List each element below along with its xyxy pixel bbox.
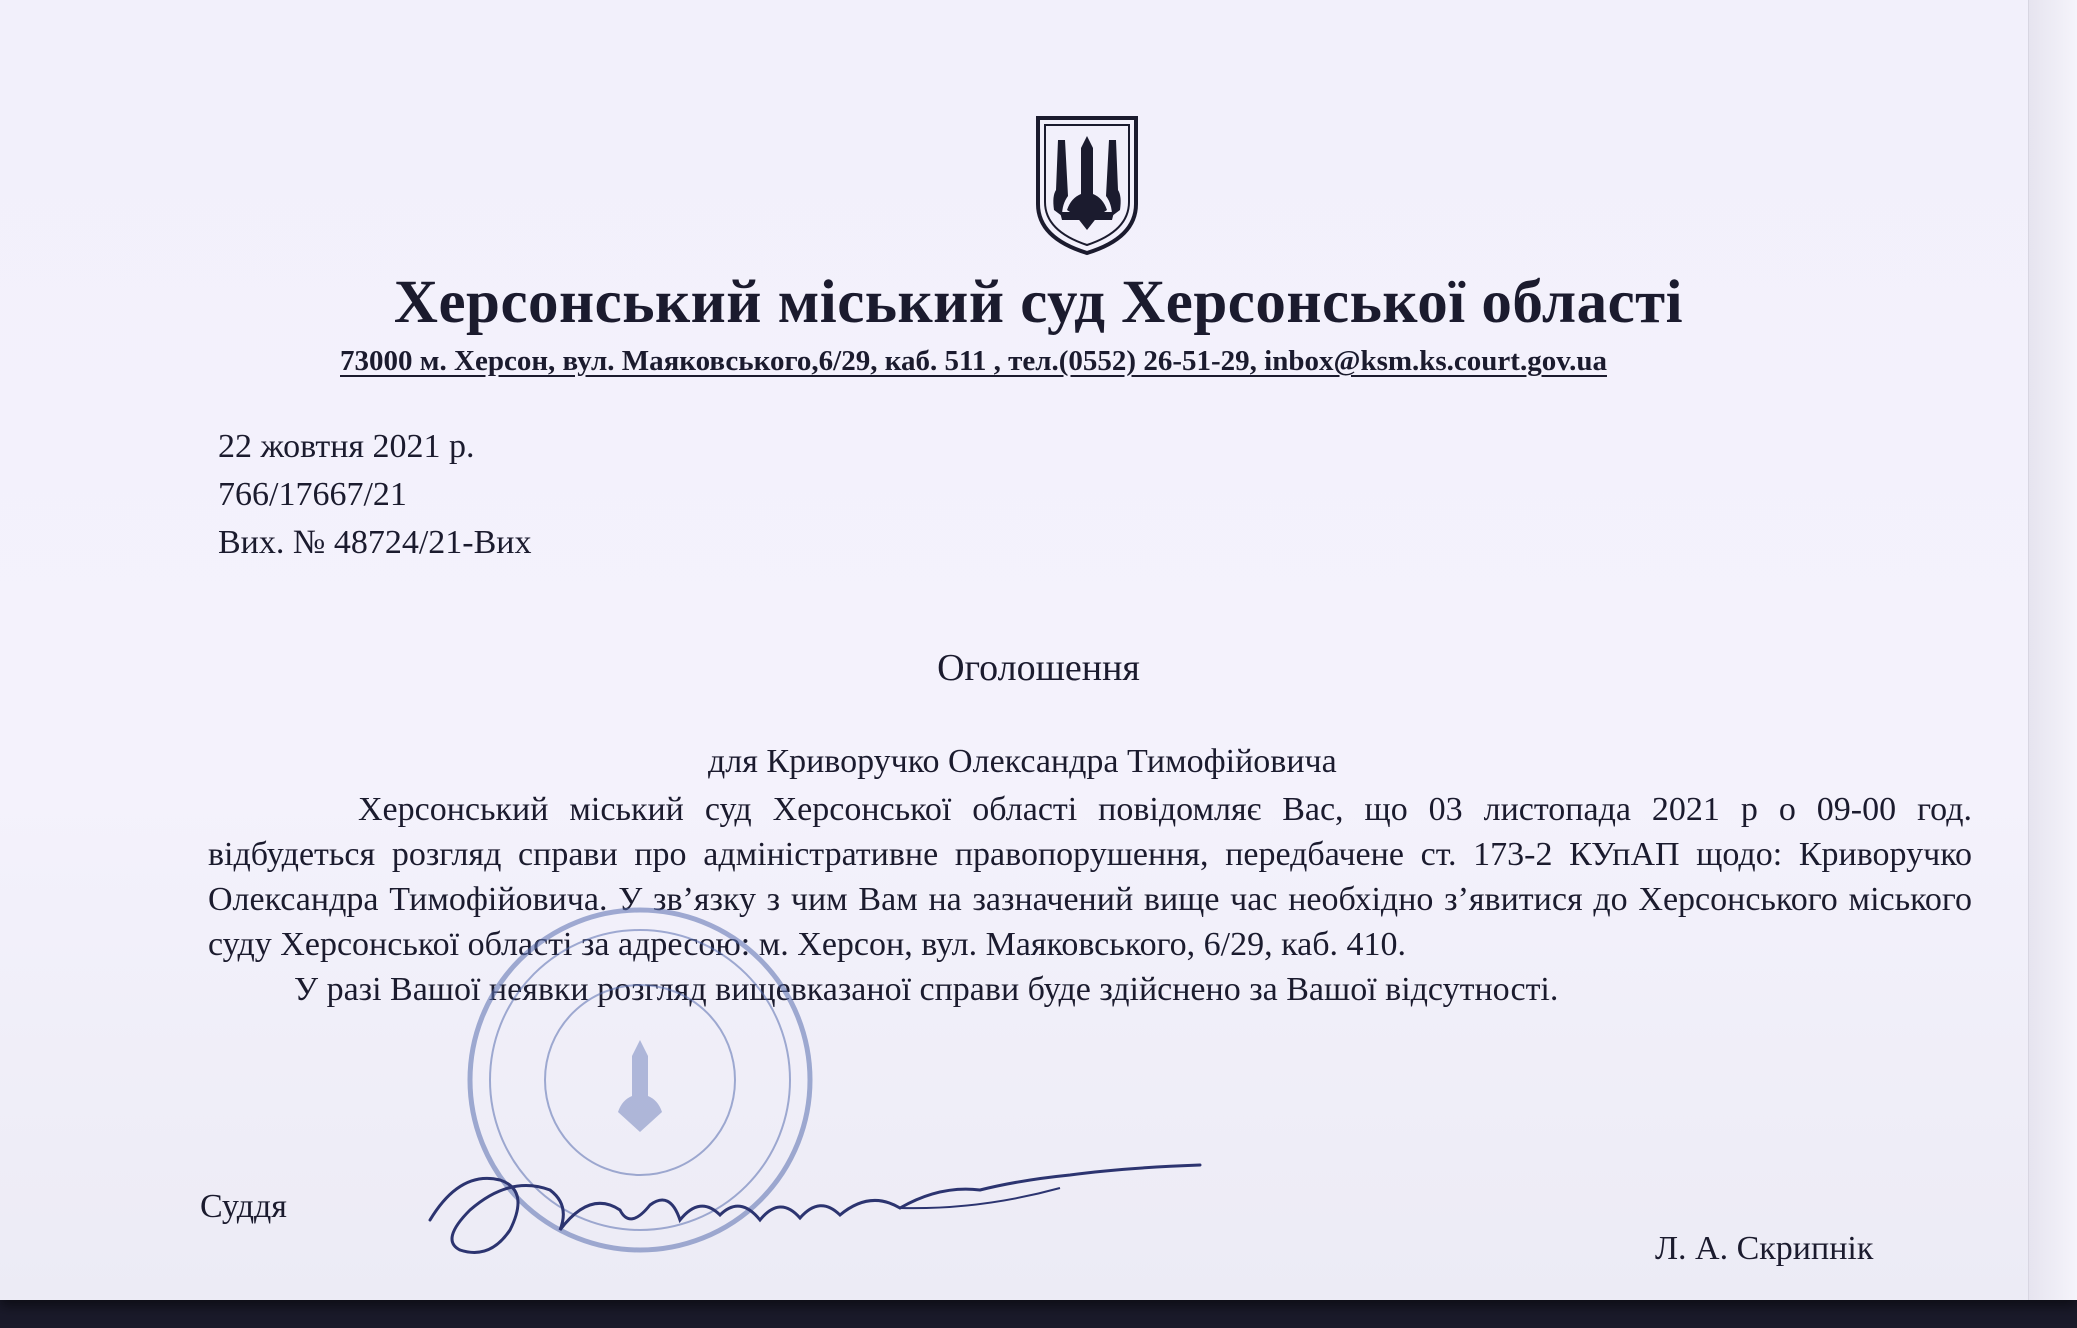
case-number: 766/17667/21: [218, 476, 407, 513]
trident-emblem-icon: [1032, 112, 1142, 257]
document-date: 22 жовтня 2021 р.: [218, 428, 475, 465]
judge-name: Л. А. Скрипнік: [1655, 1230, 1874, 1267]
judge-label: Суддя: [200, 1188, 287, 1225]
court-address-line: 73000 м. Херсон, вул. Маяковського,6/29, каб. 511 , тел.(0552) 26-51-29, inbox@ksm.ks.court.gov.ua: [340, 345, 1607, 377]
notice-title: Оголошення: [937, 647, 1140, 689]
judge-signature: [420, 1150, 1220, 1270]
notice-addressee: для Криворучко Олександра Тимофійовича: [708, 743, 1337, 780]
court-name-heading: Херсонський міський суд Херсонської області: [393, 269, 1684, 336]
notice-paragraph: У разі Вашої неявки розгляд вищевказаної справи буде здійснено за Вашої відсутності.: [294, 971, 1559, 1008]
outgoing-number: Вих. № 48724/21-Вих: [218, 524, 532, 561]
notice-paragraph: Херсонський міський суд Херсонської області повідомляє Вас, що 03 листопада 2021 р о 09-00 год. відбудеться розгляд справи про адміністративне правопорушення, передбачене ст. 173-2 КУпАП щодо: Криворучко Олександра Тимофійовича. У зв’язку з чим Вам на зазначений вище час необхідно з’явитися до Херсонського міського суду Херсонської області за адресою: м. Херсон, вул. Маяковського, 6/29, каб. 410.: [208, 791, 1972, 963]
